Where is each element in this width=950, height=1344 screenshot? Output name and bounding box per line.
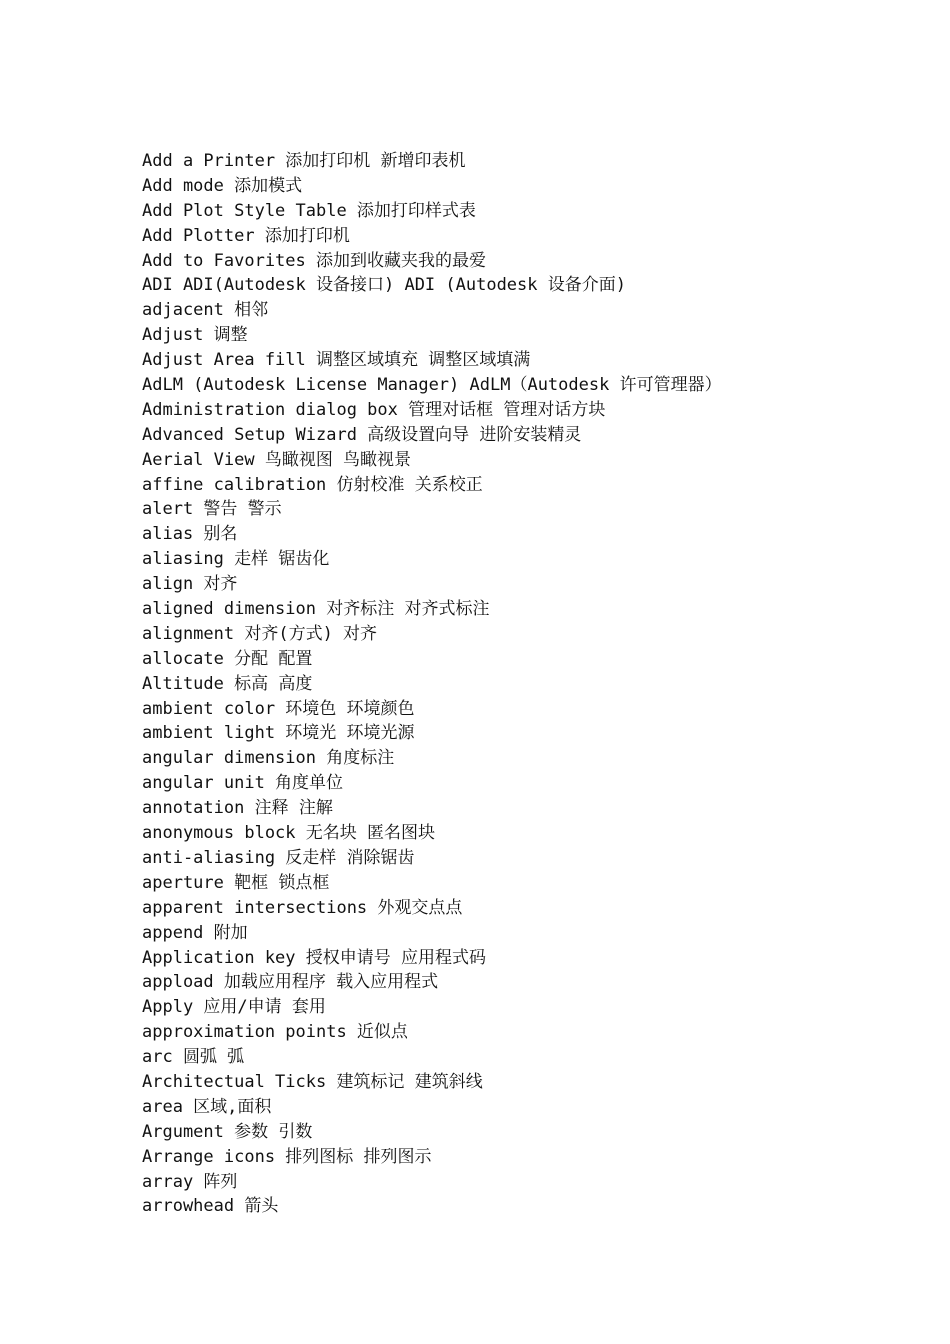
glossary-entry: appload 加载应用程序 载入应用程式 <box>142 972 439 993</box>
glossary-entry: alias 别名 <box>142 524 238 545</box>
glossary-entry: array 阵列 <box>142 1171 238 1192</box>
glossary-entry: ADI ADI(Autodesk 设备接口) ADI (Autodesk 设备介面) <box>142 275 626 296</box>
glossary-entry: Add Plot Style Table 添加打印样式表 <box>142 200 476 221</box>
glossary-entry: ambient color 环境色 环境颜色 <box>142 698 415 719</box>
glossary-entry: Apply 应用/申请 套用 <box>142 997 326 1018</box>
glossary-entry: angular dimension 角度标注 <box>142 748 395 769</box>
glossary-entry: Administration dialog box 管理对话框 管理对话方块 <box>142 399 606 420</box>
glossary-entry: Adjust 调整 <box>142 325 248 346</box>
glossary-list <box>142 149 722 1219</box>
glossary-entry: approximation points 近似点 <box>142 1022 408 1043</box>
glossary-entry: annotation 注释 注解 <box>142 798 333 819</box>
glossary-entry: Arrange icons 排列图标 排列图示 <box>142 1146 432 1167</box>
glossary-entry: aligned dimension 对齐标注 对齐式标注 <box>142 599 490 620</box>
glossary-entry: Advanced Setup Wizard 高级设置向导 进阶安装精灵 <box>142 424 582 445</box>
glossary-entry: adjacent 相邻 <box>142 300 269 321</box>
glossary-entry: Add Plotter 添加打印机 <box>142 225 350 246</box>
glossary-entry: angular unit 角度单位 <box>142 773 344 794</box>
glossary-entry: aliasing 走样 锯齿化 <box>142 549 330 570</box>
glossary-entry: apparent intersections 外观交点点 <box>142 897 463 918</box>
glossary-entry: alignment 对齐(方式) 对齐 <box>142 623 378 644</box>
glossary-entry: append 附加 <box>142 922 248 943</box>
glossary-entry: Add mode 添加模式 <box>142 175 303 196</box>
glossary-entry: ambient light 环境光 环境光源 <box>142 723 415 744</box>
glossary-entry: affine calibration 仿射校准 关系校正 <box>142 474 483 495</box>
glossary-entry: Application key 授权申请号 应用程式码 <box>142 947 486 968</box>
glossary-entry: anonymous block 无名块 匿名图块 <box>142 823 435 844</box>
glossary-entry: area 区域,面积 <box>142 1096 272 1117</box>
glossary-entry: aperture 靶框 锁点框 <box>142 872 330 893</box>
glossary-entry: allocate 分配 配置 <box>142 648 313 669</box>
glossary-entry: Architectual Ticks 建筑标记 建筑斜线 <box>142 1071 483 1092</box>
glossary-entry: Add a Printer 添加打印机 新增印表机 <box>142 151 466 171</box>
glossary-entry: Add to Favorites 添加到收藏夹我的最爱 <box>142 250 486 271</box>
glossary-entry: Aerial View 鸟瞰视图 鸟瞰视景 <box>142 449 412 470</box>
glossary-entry: arrowhead 箭头 <box>142 1196 279 1217</box>
glossary-entry: Argument 参数 引数 <box>142 1121 313 1142</box>
glossary-entry: alert 警告 警示 <box>142 499 282 520</box>
glossary-entry: anti-aliasing 反走样 消除锯齿 <box>142 847 415 868</box>
glossary-entry: Adjust Area fill 调整区域填充 调整区域填满 <box>142 350 531 371</box>
glossary-entry: arc 圆弧 弧 <box>142 1047 245 1068</box>
glossary-entry: Altitude 标高 高度 <box>142 673 313 694</box>
glossary-entry: align 对齐 <box>142 574 238 595</box>
glossary-entry: AdLM (Autodesk License Manager) AdLM（Autodesk 许可管理器） <box>142 375 722 396</box>
